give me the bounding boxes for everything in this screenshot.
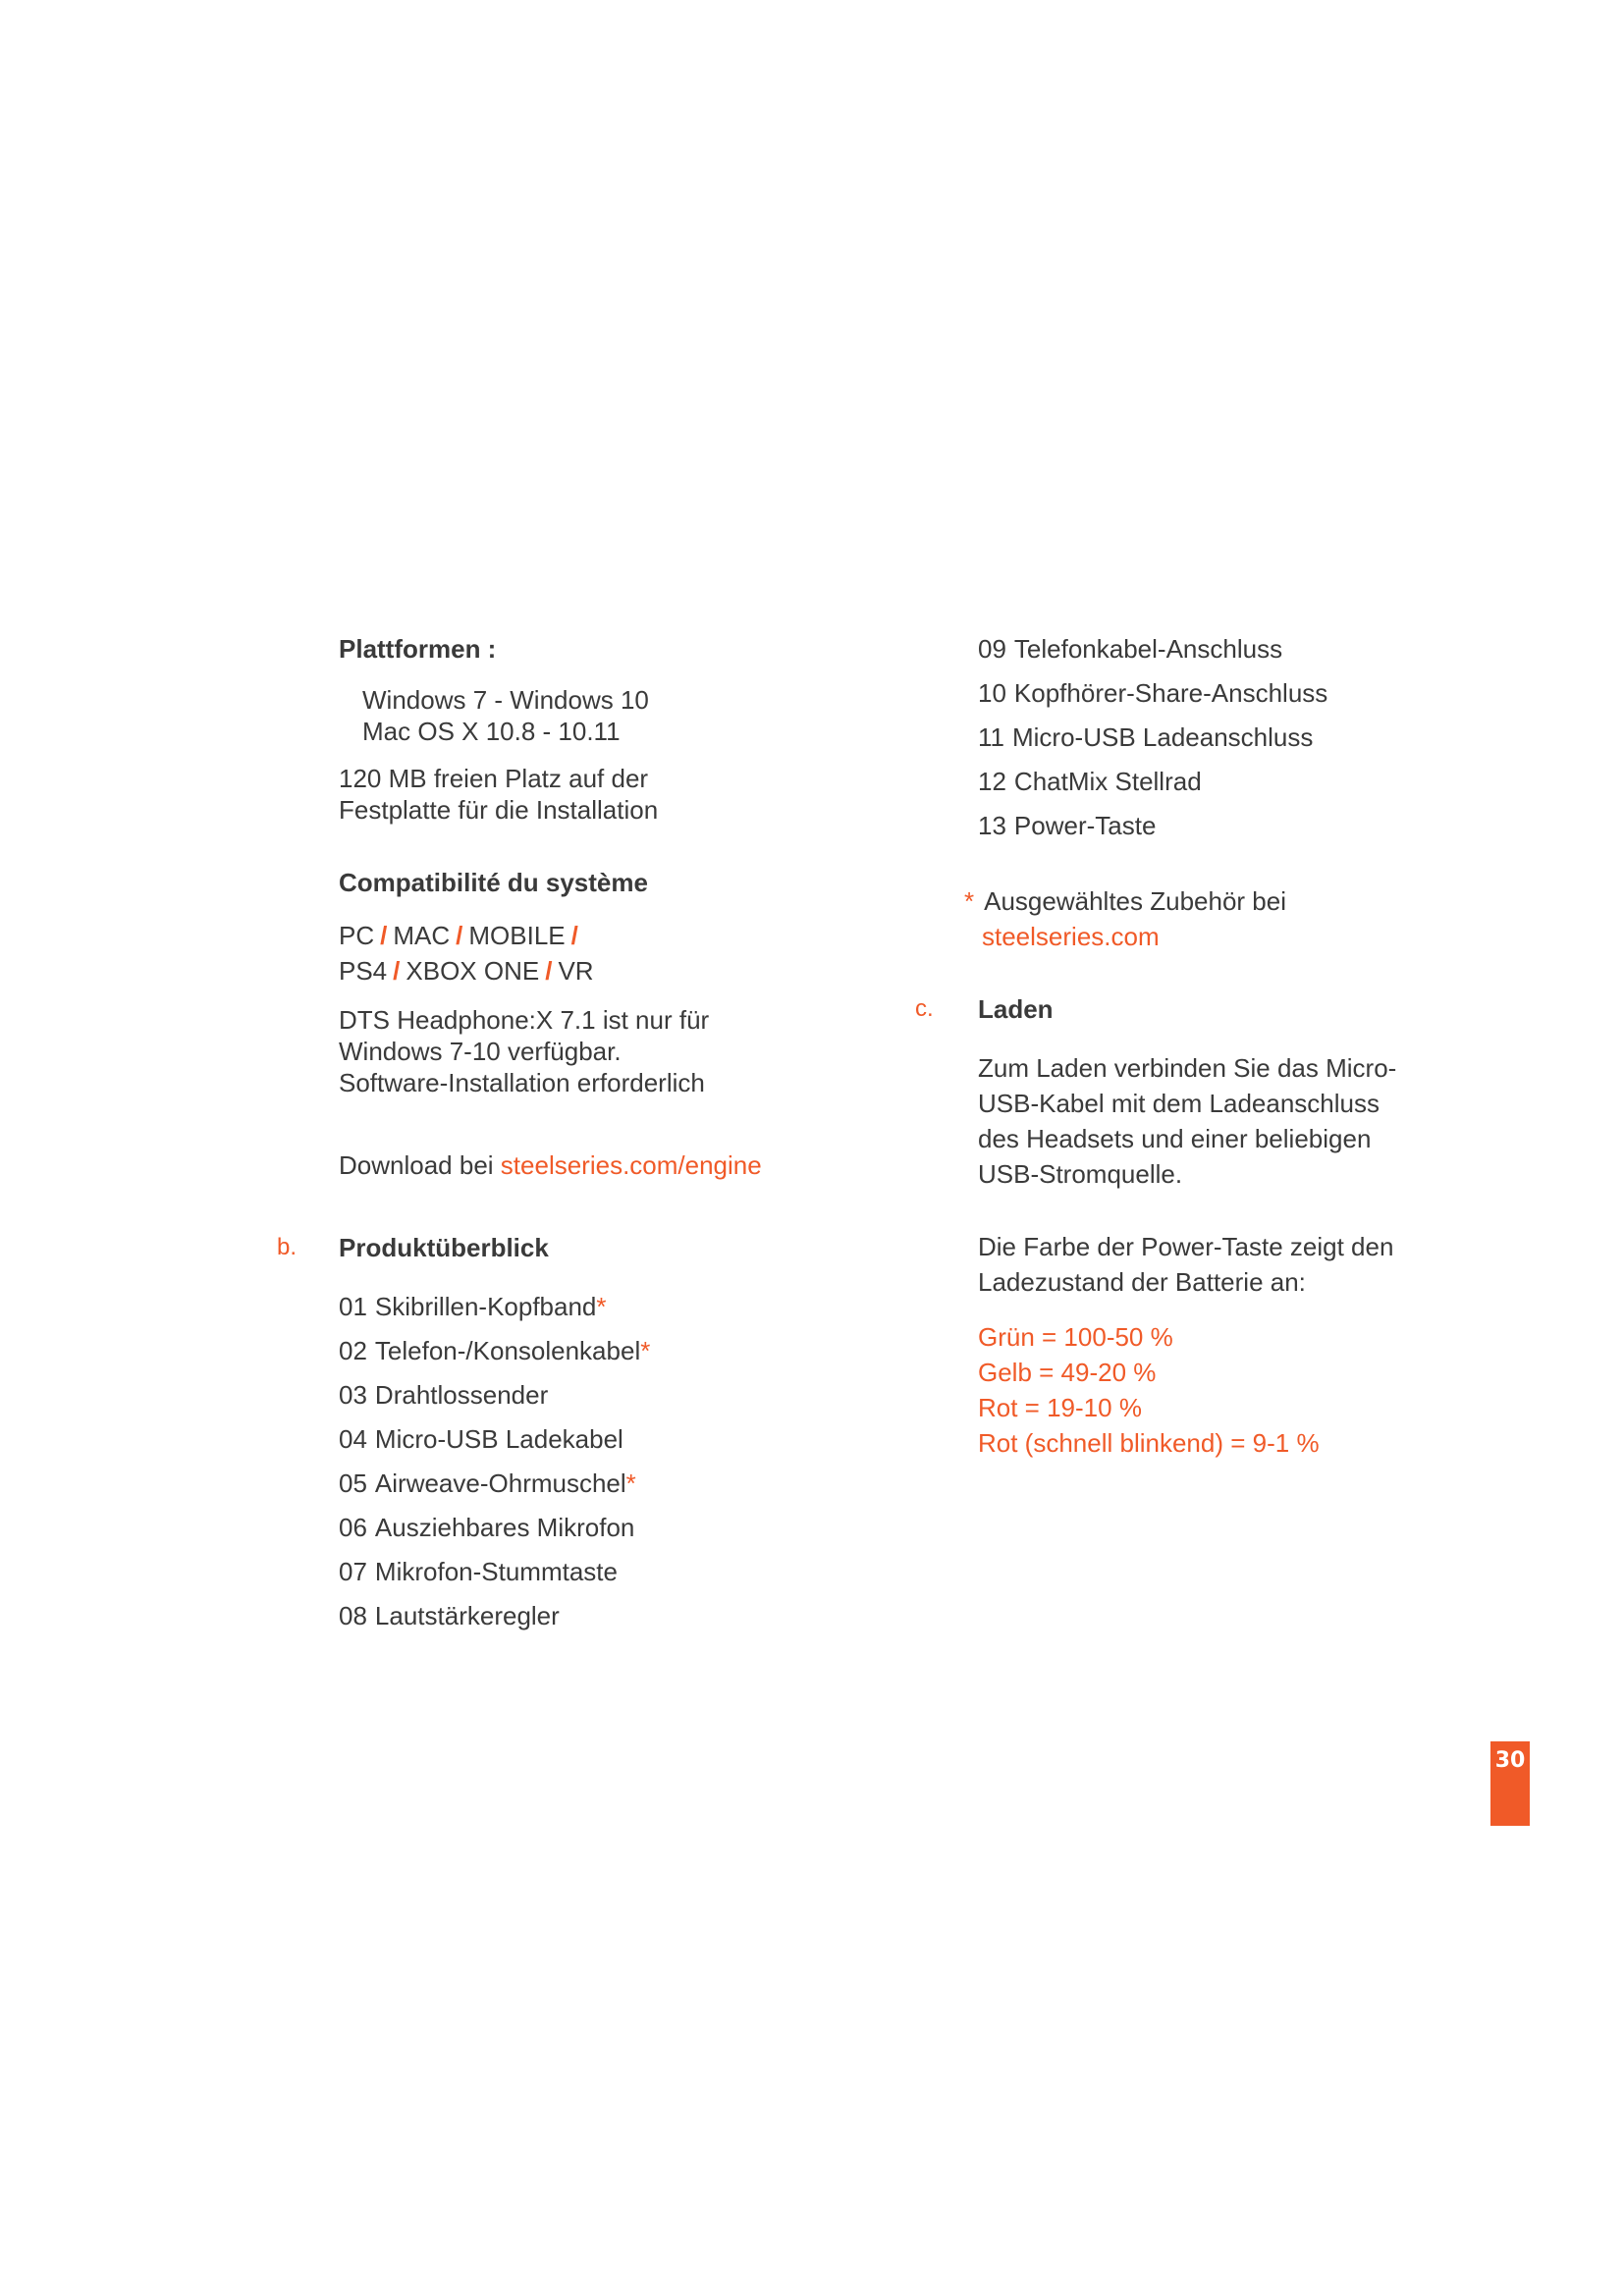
note-text: Ausgewähltes Zubehör bei	[984, 886, 1286, 916]
item-label: ChatMix Stellrad	[1013, 767, 1202, 796]
item-number: 06	[339, 1513, 367, 1542]
platform-list	[339, 918, 849, 988]
note-star: *	[964, 886, 975, 916]
list-item	[339, 1423, 849, 1468]
item-label: Telefonkabel-Anschluss	[1013, 634, 1283, 664]
item-number: 10	[978, 678, 1006, 708]
item-label: Micro-USB Ladekabel	[374, 1424, 623, 1454]
item-number: 02	[339, 1336, 367, 1365]
item-number: 11	[978, 722, 1004, 752]
item-number: 04	[339, 1424, 367, 1454]
platform-row-1	[339, 918, 849, 953]
parts-list-continued	[978, 633, 1489, 854]
item-label: Kopfhörer-Share-Anschluss	[1013, 678, 1328, 708]
item-number: 08	[339, 1601, 367, 1630]
platform-ps4: PS4	[339, 956, 388, 986]
dts-line: Software-Installation erforderlich	[339, 1068, 705, 1097]
separator-slash: /	[380, 921, 388, 950]
accessory-star: *	[625, 1468, 636, 1498]
disk-space-requirement	[339, 763, 849, 826]
os-requirements	[339, 684, 849, 747]
list-item	[978, 721, 1489, 766]
download-line	[339, 1149, 849, 1181]
status-green: Grün = 100-50 %	[978, 1322, 1173, 1352]
item-number: 05	[339, 1468, 367, 1498]
item-number: 09	[978, 634, 1006, 664]
item-number: 07	[339, 1557, 367, 1586]
charging-instructions	[978, 1050, 1489, 1192]
item-number: 13	[978, 811, 1006, 840]
list-item	[339, 1335, 849, 1379]
section-letter-b: b.	[277, 1234, 298, 1260]
item-label: Telefon-/Konsolenkabel	[374, 1336, 641, 1365]
instruction-line: USB-Kabel mit dem Ladeanschluss	[978, 1089, 1380, 1118]
intro-line: Die Farbe der Power-Taste zeigt den	[978, 1232, 1394, 1261]
os-line: Mac OS X 10.8 - 10.11	[362, 717, 621, 746]
dts-line: Windows 7-10 verfügbar.	[339, 1037, 622, 1066]
platform-row-2	[339, 953, 849, 988]
instruction-line: des Headsets und einer beliebigen	[978, 1124, 1372, 1153]
item-label: Micro-USB Ladeanschluss	[1012, 722, 1314, 752]
platforms-heading: Plattformen :	[339, 634, 497, 664]
left-column	[277, 633, 849, 1644]
page-number-tab	[1490, 1741, 1530, 1826]
list-item	[339, 1468, 849, 1512]
separator-slash: /	[456, 921, 463, 950]
download-prefix: Download bei	[339, 1150, 494, 1180]
item-label: Ausziehbares Mikrofon	[374, 1513, 635, 1542]
space-line: 120 MB freien Platz auf der	[339, 764, 649, 793]
item-number: 01	[339, 1292, 367, 1321]
list-item	[339, 1379, 849, 1423]
item-label: Mikrofon-Stummtaste	[374, 1557, 618, 1586]
status-red: Rot = 19-10 %	[978, 1393, 1142, 1422]
intro-line: Ladezustand der Batterie an:	[978, 1267, 1306, 1297]
accessory-star: *	[596, 1292, 607, 1321]
charging-heading: Laden	[978, 994, 1054, 1024]
space-line: Festplatte für die Installation	[339, 795, 659, 825]
item-label: Lautstärkeregler	[374, 1601, 560, 1630]
accessory-note	[964, 883, 1475, 954]
separator-slash: /	[570, 921, 578, 950]
list-item	[339, 1556, 849, 1600]
overview-section	[277, 1232, 849, 1644]
item-label: Skibrillen-Kopfband	[374, 1292, 597, 1321]
page-number: 30	[1494, 1748, 1526, 1773]
separator-slash: /	[393, 956, 401, 986]
platform-xbox-one: XBOX ONE	[406, 956, 540, 986]
separator-slash: /	[545, 956, 553, 986]
platform-mobile: MOBILE	[468, 921, 566, 950]
dts-note	[339, 1004, 849, 1098]
platform-vr: VR	[558, 956, 594, 986]
item-label: Power-Taste	[1013, 811, 1157, 840]
status-yellow: Gelb = 49-20 %	[978, 1358, 1157, 1387]
os-line: Windows 7 - Windows 10	[362, 685, 649, 715]
overview-heading: Produktüberblick	[339, 1233, 549, 1262]
platform-pc: PC	[339, 921, 375, 950]
list-item	[978, 810, 1489, 854]
item-number: 03	[339, 1380, 367, 1410]
list-item	[339, 1291, 849, 1335]
parts-list	[339, 1291, 849, 1644]
charging-section	[915, 993, 1489, 1461]
accessory-star: *	[640, 1336, 651, 1365]
status-red-blinking: Rot (schnell blinkend) = 9-1 %	[978, 1428, 1320, 1458]
item-label: Airweave-Ohrmuschel	[374, 1468, 626, 1498]
section-letter-c: c.	[915, 995, 934, 1022]
battery-status-list	[978, 1319, 1489, 1461]
instruction-line: Zum Laden verbinden Sie das Micro-	[978, 1053, 1397, 1083]
steelseries-link[interactable]: steelseries.com	[982, 922, 1160, 951]
dts-line: DTS Headphone:X 7.1 ist nur für	[339, 1005, 710, 1035]
engine-download-link[interactable]: steelseries.com/engine	[500, 1150, 762, 1180]
list-item	[978, 766, 1489, 810]
right-column	[915, 633, 1489, 1461]
item-number: 12	[978, 767, 1006, 796]
item-label: Drahtlossender	[374, 1380, 549, 1410]
list-item	[978, 677, 1489, 721]
list-item	[339, 1600, 849, 1644]
list-item	[339, 1512, 849, 1556]
platform-mac: MAC	[393, 921, 451, 950]
battery-color-intro	[978, 1229, 1489, 1300]
instruction-line: USB-Stromquelle.	[978, 1159, 1183, 1189]
list-item	[978, 633, 1489, 677]
compat-heading: Compatibilité du système	[339, 868, 648, 897]
